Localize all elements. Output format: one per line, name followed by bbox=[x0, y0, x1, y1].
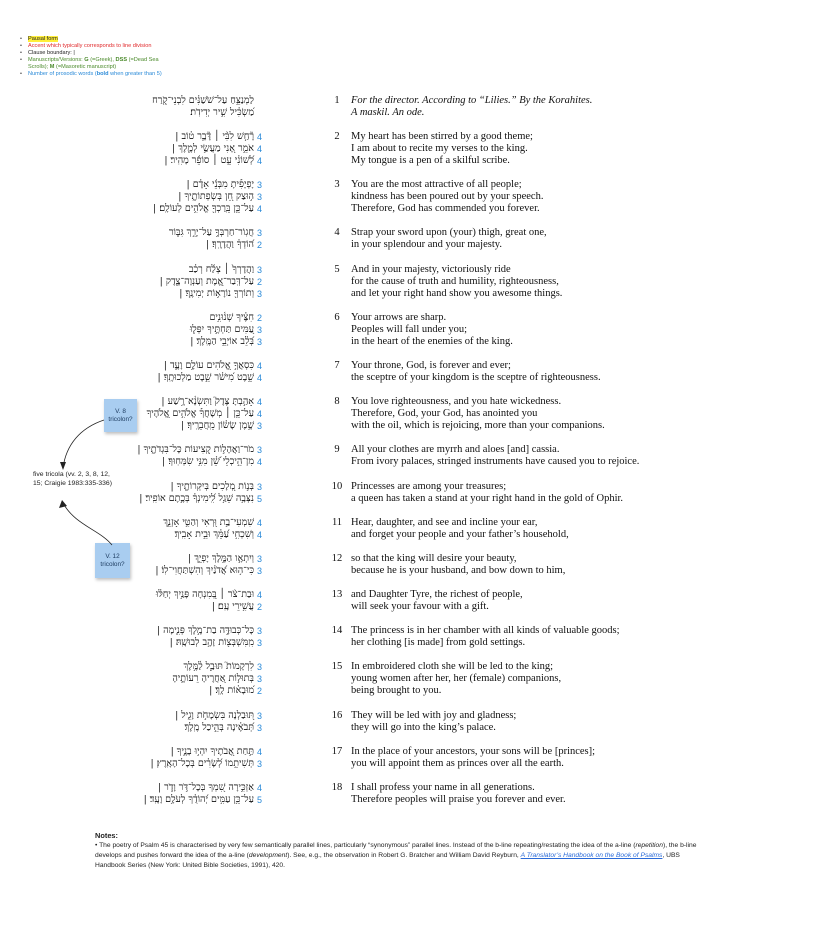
hebrew-line: וְיִתְאָ֣ו הַמֶּ֣לֶךְ יָפְיֵ֑ךְ | bbox=[188, 553, 254, 564]
english-line: Your arrows are sharp. bbox=[351, 312, 447, 323]
hebrew-line: אֹמֵ֣ר אָ֭נִי מַעֲשַׂ֣י לְמֶ֑לֶךְ | bbox=[172, 143, 254, 154]
prosodic-count: 3 bbox=[257, 445, 263, 455]
hebrew-line: וּבַת־צֹ֨ר ׀ בְּ֭מִנְחָה פָּנַ֥יִךְ יְחַלּ֗וּ bbox=[155, 589, 254, 600]
english-line: My heart has been stirred by a good theme; bbox=[351, 131, 533, 142]
prosodic-count: 3 bbox=[257, 289, 263, 299]
prosodic-count: 3 bbox=[257, 674, 263, 684]
english-line: the sceptre of your kingdom is the sceptre of righteousness. bbox=[351, 372, 601, 383]
hebrew-line: תְּ֝בֹאֶ֗ינָה בְּהֵ֣יכַל מֶֽלֶךְ׃ bbox=[184, 722, 254, 733]
prosodic-count: 4 bbox=[257, 361, 263, 371]
prosodic-count: 4 bbox=[257, 590, 263, 600]
english-line: kindness has been poured out by your speech. bbox=[351, 191, 544, 202]
prosodic-count: 3 bbox=[257, 180, 263, 190]
legend-accent: • Accent which typically corresponds to line division bbox=[20, 43, 170, 50]
prosodic-count: 3 bbox=[257, 265, 263, 275]
prosodic-count: 4 bbox=[257, 204, 263, 214]
hebrew-line: לְ֝שׁוֹנִ֗י עֵ֤ט ׀ סוֹפֵ֬ר מָהִֽיר׃ | bbox=[164, 155, 254, 166]
prosodic-count: 3 bbox=[257, 723, 263, 733]
prosodic-count: 4 bbox=[257, 373, 263, 383]
prosodic-count: 3 bbox=[257, 421, 263, 431]
prosodic-count: 4 bbox=[257, 156, 263, 166]
hebrew-line: כִּסְאֲךָ֣ אֱ֭לֹהִים עוֹלָ֣ם וָעֶ֑ד | bbox=[163, 360, 254, 371]
prosodic-count: 4 bbox=[257, 457, 263, 467]
english-line: And in your majesty, victoriously ride bbox=[351, 264, 511, 275]
hebrew-line: חִצֶּ֗יךָ שְׁנ֫וּנִ֥ים bbox=[209, 312, 254, 323]
verse-number: 12 bbox=[331, 553, 343, 564]
legend-manuscripts: • Manuscripts/Versions: G (=Greek), DSS (=Dead Sea Scrolls); M (=Masoretic manuscript) bbox=[20, 57, 170, 71]
prosodic-count: 2 bbox=[257, 686, 263, 696]
hebrew-line: יָפְיָפִ֡יתָ מִבְּנֵ֬י אָדָ֗ם | bbox=[186, 179, 254, 190]
verse-number: 4 bbox=[334, 227, 340, 238]
hebrew-line: שִׁמְעִי־בַ֣ת וּ֭רְאִי וְהַטִּ֣י אָזְנֵ֑ךְ bbox=[163, 517, 254, 528]
english-line: you will appoint them as princes over all the earth. bbox=[351, 758, 564, 769]
hebrew-line: מ֝וּבָא֗וֹת לָֽךְ׃ | bbox=[209, 685, 254, 696]
hebrew-line: בְּ֝לֵ֗ב אוֹיְבֵ֥י הַמֶּֽלֶךְ׃ | bbox=[190, 336, 254, 347]
prosodic-count: 2 bbox=[257, 277, 263, 287]
hebrew-line: תְּשִׁיתֵ֥מוֹ לְ֝שָׂרִ֗ים בְּכָל־הָאָֽרֶץ׃ | bbox=[150, 758, 254, 769]
prosodic-count: 3 bbox=[257, 482, 263, 492]
english-line: From ivory palaces, stringed instruments have caused you to rejoice. bbox=[351, 456, 640, 467]
english-line: a queen has taken a stand at your right hand in the gold of Ophir. bbox=[351, 493, 624, 504]
verse-number: 17 bbox=[331, 746, 343, 757]
hebrew-line: וְתוֹרְךָ֖ נוֹרָא֣וֹת יְמִינֶֽךָ׃ | bbox=[179, 288, 254, 299]
verse-number: 7 bbox=[334, 360, 340, 371]
notes-section bbox=[95, 831, 710, 871]
hebrew-line: בְּנ֣וֹת מְ֭לָכִים בְּיִקְּרוֹתֶ֑יךָ | bbox=[170, 481, 254, 492]
hebrew-line: שֵׁ֥בֶט מִ֝ישֹׁ֗ר שֵׁ֣בֶט מַלְכוּתֶֽךָ׃ | bbox=[157, 372, 254, 383]
arrowhead-v12 bbox=[59, 500, 67, 508]
prosodic-count: 3 bbox=[257, 192, 263, 202]
verse-number: 16 bbox=[331, 710, 343, 721]
prosodic-count: 3 bbox=[257, 325, 263, 335]
prosodic-count: 5 bbox=[257, 494, 263, 504]
prosodic-count: 3 bbox=[257, 759, 263, 769]
prosodic-count: 3 bbox=[257, 711, 263, 721]
prosodic-count: 3 bbox=[257, 662, 263, 672]
prosodic-count: 4 bbox=[257, 530, 263, 540]
verse-number: 5 bbox=[334, 264, 340, 275]
prosodic-count: 3 bbox=[257, 626, 263, 636]
english-line: I am about to recite my verses to the king. bbox=[351, 143, 528, 154]
english-line: Therefore, God, your God, has anointed you bbox=[351, 408, 538, 419]
prosodic-count: 4 bbox=[257, 518, 263, 528]
legend-clause: • Clause boundary: | bbox=[20, 50, 170, 57]
hebrew-line: לַמְנַצֵּ֥חַ עַל־שֹׁשַׁנִּ֗ים לִבְנֵי־קֹ֑רַח bbox=[152, 95, 254, 106]
english-line: so that the king will desire your beauty, bbox=[351, 553, 517, 564]
prosodic-count: 4 bbox=[257, 783, 263, 793]
prosodic-count: 2 bbox=[257, 313, 263, 323]
english-line: will seek your favour with a gift. bbox=[351, 601, 489, 612]
english-line: I shall profess your name in all generations. bbox=[351, 782, 535, 793]
hebrew-line: נִצְּבָ֥ה שֵׁגַ֥ל לִֽ֝ימִינְךָ֗ בְּכֶ֣תֶם אוֹפִֽיר׃ | bbox=[139, 493, 254, 504]
english-line: young women after her, her (female) companions, bbox=[351, 673, 562, 684]
verse-number: 6 bbox=[334, 312, 340, 323]
english-line: In embroidered cloth she will be led to the king; bbox=[351, 661, 554, 672]
hebrew-line: עַל־כֵּ֤ן ׀ מְשָׁחֲךָ֡ אֱלֹהִ֣ים אֱ֭לֹהֶיךָ bbox=[146, 408, 254, 419]
hebrew-line: וַהֲדָרְךָ֙ ׀ צְלַ֬ח רְכַ֗ב bbox=[188, 264, 254, 275]
prosodic-count: 3 bbox=[257, 337, 263, 347]
handbook-link[interactable]: A Translator’s Handbook on the Book of Psalms bbox=[520, 852, 663, 859]
hebrew-line: בְּתוּל֣וֹת אַ֭חֲרֶיהָ רֵעוֹתֶ֑יהָ bbox=[172, 673, 254, 684]
verse-number: 10 bbox=[331, 481, 343, 492]
prosodic-count: 2 bbox=[257, 602, 263, 612]
english-line: for the cause of truth and humility, righteousness, bbox=[351, 276, 559, 287]
hebrew-line: כָּל־כְּבוּדָּ֣ה בַת־מֶ֣לֶךְ פְּנִ֑ימָה | bbox=[156, 625, 254, 636]
hebrew-line: וְשִׁכְחִ֥י עַ֝מֵּ֗ךְ וּבֵ֥ית אָבִֽיךְ׃ bbox=[174, 529, 254, 540]
hebrew-line: חֲגֽוֹר־חַרְבְּךָ֣ עַל־יָרֵ֣ךְ גִּבּ֑וֹר bbox=[168, 227, 254, 238]
prosodic-count: 4 bbox=[257, 747, 263, 757]
hebrew-line: ה֣וּצַק חֵ֭ן בְּשְׂפְתוֹתֶ֑יךָ | bbox=[178, 191, 254, 202]
verse-number: 2 bbox=[334, 131, 340, 142]
english-line: Peoples will fall under you; bbox=[351, 324, 468, 335]
hebrew-line: עַל־כֵּ֥ן עַמִּ֥ים יְ֝הוֹדֻ֗ךָ לְעֹלָ֥ם וָעֶֽד׃ | bbox=[143, 794, 254, 805]
english-line: her clothing [is made] from gold settings. bbox=[351, 637, 526, 648]
arrowhead-v8 bbox=[60, 462, 66, 470]
english-line: All your clothes are myrrh and aloes [and] cassia. bbox=[351, 444, 560, 455]
verse-number: 8 bbox=[334, 396, 340, 407]
arrow-from-v12 bbox=[63, 503, 112, 545]
verse-number: 9 bbox=[334, 444, 340, 455]
english-line: For the director. According to “Lilies.” By the Korahites. bbox=[351, 95, 593, 106]
hebrew-line: עַל־כֵּ֤ן בֵּֽרַכְךָ֖ אֱלֹהִ֣ים לְעוֹלָֽם׃ | bbox=[152, 203, 254, 214]
verse-number: 13 bbox=[331, 589, 343, 600]
prosodic-count: 3 bbox=[257, 228, 263, 238]
english-line: Princesses are among your treasures; bbox=[351, 481, 507, 492]
hebrew-line: מֹר־וַאֲהָל֣וֹת קְ֭צִיעוֹת כָּל־בִּגְדֹתֶ֑יךָ | bbox=[137, 444, 254, 455]
hebrew-line: מִן־הֵ֥יכְלֵי שֵׁ֝֗ן מִנִּ֥י שִׂמְּחֽוּךָ׃ | bbox=[162, 456, 254, 467]
verse-number: 14 bbox=[331, 625, 343, 636]
english-line: being brought to you. bbox=[351, 685, 442, 696]
hebrew-line: מִֽמִּשְׁבְּצ֖וֹת זָהָ֣ב לְבוּשָֽׁהּ׃ | bbox=[169, 637, 254, 648]
english-line: You love righteousness, and you hate wickedness. bbox=[351, 396, 562, 407]
english-line: because he is your husband, and bow down to him, bbox=[351, 565, 566, 576]
verse-number: 3 bbox=[334, 179, 340, 190]
hebrew-line: לִרְקָמוֹת֮ תּוּבַ֪ל לַ֫מֶּ֥לֶךְ bbox=[183, 661, 254, 672]
hebrew-line: עַ֭מִּים תַּחְתֶּ֣יךָ יִפְּל֑וּ bbox=[189, 324, 254, 335]
english-line: in the heart of the enemies of the king. bbox=[351, 336, 513, 347]
prosodic-count: 3 bbox=[257, 638, 263, 648]
verse-number: 11 bbox=[331, 517, 343, 528]
english-line: A maskil. An ode. bbox=[351, 107, 425, 118]
english-line: Therefore peoples will praise you forever and ever. bbox=[351, 794, 566, 805]
english-line: and Daughter Tyre, the richest of people, bbox=[351, 589, 523, 600]
hebrew-line: כִּי־ה֥וּא אֲ֝דֹנַ֗יִךְ וְהִשְׁתַּחֲוִי־לֽוֹ׃ | bbox=[155, 565, 254, 576]
sticky-note-v12[interactable]: V. 12 tricolon? bbox=[95, 543, 130, 578]
prosodic-count: 4 bbox=[257, 409, 263, 419]
arrow-from-v8 bbox=[63, 420, 104, 468]
prosodic-count: 5 bbox=[257, 795, 263, 805]
hebrew-line: אַזְכִּ֣ירָה שִׁ֭מְךָ בְּכָל־דֹּ֣ר וָדֹ֑ר | bbox=[157, 782, 254, 793]
english-line: they will go into the king’s palace. bbox=[351, 722, 496, 733]
verse-number: 15 bbox=[331, 661, 343, 672]
english-line: in your splendour and your majesty. bbox=[351, 239, 502, 250]
hebrew-line: מַ֝שְׂכִּ֗יל שִׁ֣יר יְדִידֹֽת׃ bbox=[190, 107, 254, 118]
english-line: Therefore, God has commended you forever. bbox=[351, 203, 540, 214]
hebrew-line: ה֝וֹדְךָ֗ וַהֲדָרֶֽךָ׃ | bbox=[205, 239, 254, 250]
hebrew-line: עֲשִׁ֥ירֵי עָֽם׃ | bbox=[211, 601, 254, 612]
english-line: with the oil, which is rejoicing, more than your companions. bbox=[351, 420, 605, 431]
hebrew-line: תַּ֣חַת אֲ֭בֹתֶיךָ יִהְי֣וּ בָנֶ֑יךָ | bbox=[170, 746, 254, 757]
verse-number: 18 bbox=[331, 782, 343, 793]
prosodic-count: 3 bbox=[257, 566, 263, 576]
prosodic-count: 2 bbox=[257, 240, 263, 250]
english-line: Your throne, God, is forever and ever; bbox=[351, 360, 511, 371]
english-line: My tongue is a pen of a skilful scribe. bbox=[351, 155, 510, 166]
legend-prosodic: • Number of prosodic words (bold when greater than 5) bbox=[20, 71, 170, 78]
hebrew-line: אָהַ֣בְתָּ צֶּדֶק֮ וַתִּשְׂנָ֫א־רֶ֥שַׁע | bbox=[161, 396, 254, 407]
prosodic-count: 3 bbox=[257, 554, 263, 564]
hebrew-line: רָ֘חַ֤שׁ לִבִּ֨י ׀ דָּ֘בָ֤ר ט֗וֹב | bbox=[175, 131, 254, 142]
notes-heading: Notes: bbox=[95, 831, 118, 840]
hebrew-line: עַל־דְּֽבַר־אֱ֭מֶת וְעַנְוָה־צֶ֑דֶק | bbox=[159, 276, 254, 287]
hebrew-line: שֶׁ֥מֶן שָׂשׂ֗וֹן מֵֽחֲבֵרֶֽיךָ׃ | bbox=[181, 420, 254, 431]
verse-number: 1 bbox=[334, 95, 340, 106]
hebrew-line: תּ֭וּבַלְנָה בִּשְׂמָחֹ֣ת וָגִ֑יל | bbox=[175, 710, 254, 721]
english-line: In the place of your ancestors, your sons will be [princes]; bbox=[351, 746, 596, 757]
english-line: and let your right hand show you awesome things. bbox=[351, 288, 563, 299]
prosodic-count: 4 bbox=[257, 397, 263, 407]
sticky-note-v8[interactable]: V. 8 tricolon? bbox=[104, 399, 137, 432]
prosodic-count: 4 bbox=[257, 144, 263, 154]
notes-body: • The poetry of Psalm 45 is characterised by very few semantically parallel lines, particularly “synonymous” parallel lines. Instead of the b-line repeating/restating the idea of the a-line (repetition), the b-line develops and pushes forward the idea of the a-line (development). See, e.g., the observation in Robert G. Bratcher and William David Reyburn, A Translator’s Handbook on the Book of Psalms, UBS Handbook Series (New York: United Bible Societies, 1991), 420. bbox=[95, 842, 697, 869]
english-line: Strap your sword upon (your) thigh, great one, bbox=[351, 227, 547, 238]
legend-pausal: • Pausal form bbox=[20, 36, 170, 43]
english-line: You are the most attractive of all people; bbox=[351, 179, 522, 190]
prosodic-count: 4 bbox=[257, 132, 263, 142]
english-line: Hear, daughter, and see and incline your ear, bbox=[351, 517, 538, 528]
english-line: and forget your people and your father’s household, bbox=[351, 529, 569, 540]
english-line: The princess is in her chamber with all kinds of valuable goods; bbox=[351, 625, 620, 636]
tricola-annotation: five tricola (vv. 2, 3, 8, 12, 15; Craigie 1983:335-336) bbox=[33, 471, 112, 487]
english-line: They will be led with joy and gladness; bbox=[351, 710, 517, 721]
